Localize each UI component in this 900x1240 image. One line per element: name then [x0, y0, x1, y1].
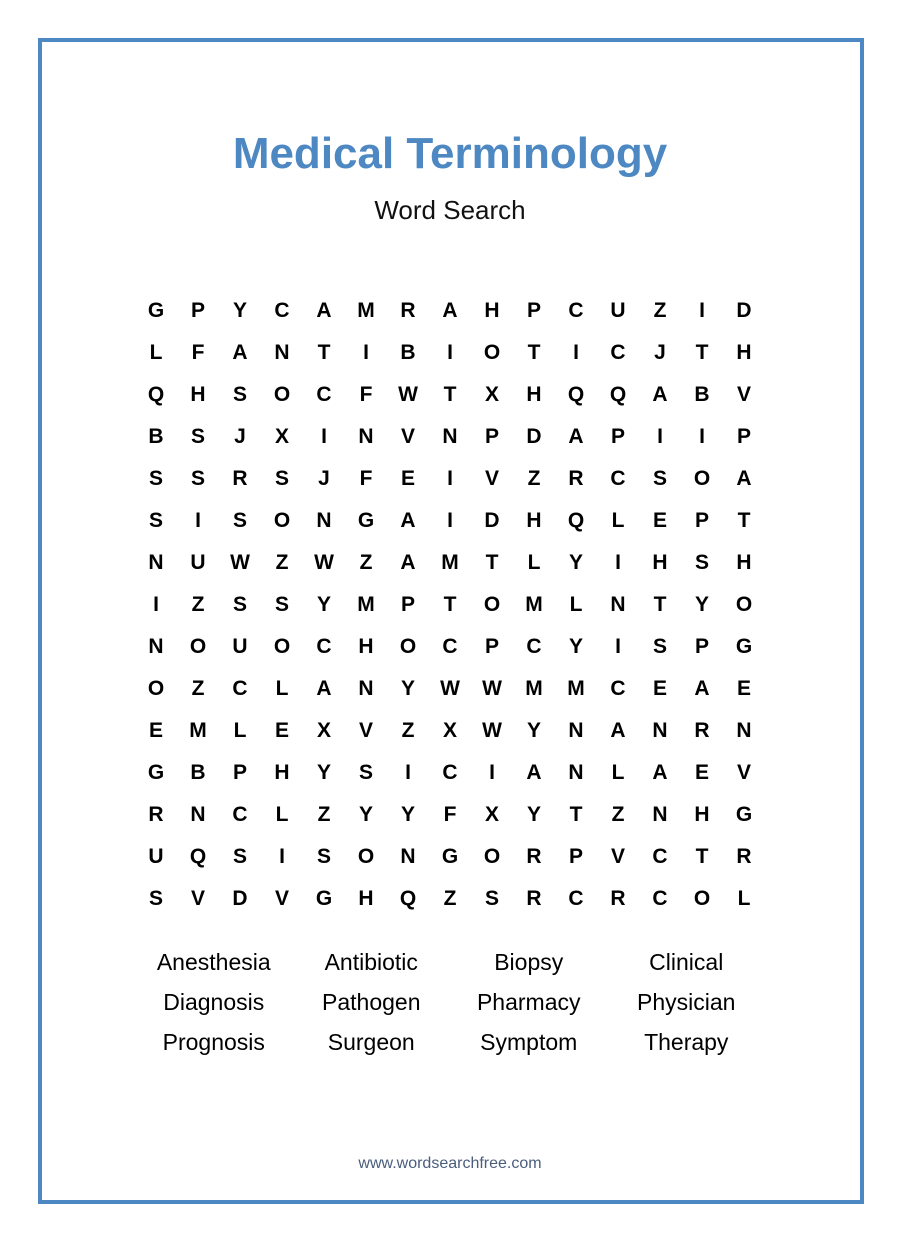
grid-letter: T	[443, 383, 457, 406]
grid-letter: Z	[611, 803, 625, 826]
word-list	[135, 942, 765, 1062]
grid-letter: A	[316, 299, 332, 322]
grid-letter: I	[195, 509, 201, 532]
grid-letter: S	[484, 887, 499, 910]
grid-letter: L	[233, 719, 247, 742]
grid-letter: H	[358, 887, 374, 910]
grid-letter: R	[400, 299, 416, 322]
grid-letter: I	[615, 635, 621, 658]
grid-letter: Z	[401, 719, 415, 742]
grid-letter: S	[652, 467, 667, 490]
grid-letter: J	[234, 425, 246, 448]
grid-letter: U	[148, 845, 164, 868]
grid-letter: T	[485, 551, 499, 574]
grid-letter: I	[405, 761, 411, 784]
grid-letter: Z	[653, 299, 667, 322]
grid-letter: O	[735, 593, 753, 616]
grid-letter: L	[611, 761, 625, 784]
grid-letter: I	[699, 425, 705, 448]
grid-letter: Q	[189, 845, 207, 868]
grid-letter: E	[274, 719, 289, 742]
grid-letter: P	[232, 761, 247, 784]
grid-letter: O	[189, 635, 207, 658]
grid-letter: H	[274, 761, 290, 784]
grid-letter: M	[567, 677, 585, 700]
grid-letter: H	[484, 299, 500, 322]
grid-letter: O	[273, 635, 291, 658]
grid-letter: T	[653, 593, 667, 616]
grid-letter: O	[357, 845, 375, 868]
grid-letter: D	[232, 887, 248, 910]
grid-letter: I	[363, 341, 369, 364]
grid-letter: S	[694, 551, 709, 574]
grid-letter: N	[148, 635, 164, 658]
page-subtitle: Word Search	[374, 195, 526, 225]
grid-letter: I	[657, 425, 663, 448]
grid-letter: V	[736, 761, 751, 784]
grid-letter: S	[274, 593, 289, 616]
grid-letter: A	[232, 341, 248, 364]
grid-letter: P	[610, 425, 625, 448]
word-list-item: Antibiotic	[324, 948, 418, 975]
grid-letter: N	[190, 803, 206, 826]
grid-letter: Y	[526, 803, 541, 826]
grid-letter: M	[189, 719, 207, 742]
grid-letter: O	[483, 845, 501, 868]
grid-letter: A	[400, 509, 416, 532]
word-list-item: Physician	[637, 988, 736, 1015]
grid-letter: Z	[191, 593, 205, 616]
grid-letter: M	[357, 593, 375, 616]
grid-letter: H	[358, 635, 374, 658]
grid-letter: E	[652, 677, 667, 700]
grid-letter: C	[610, 467, 626, 490]
grid-letter: P	[526, 299, 541, 322]
grid-letter: P	[694, 509, 709, 532]
grid-letter: W	[398, 383, 418, 406]
word-list-item: Prognosis	[162, 1028, 265, 1055]
grid-letter: T	[695, 341, 709, 364]
grid-letter: W	[440, 677, 460, 700]
grid-letter: S	[274, 467, 289, 490]
grid-letter: J	[318, 467, 330, 490]
grid-letter: Q	[567, 383, 585, 406]
grid-letter: E	[652, 509, 667, 532]
grid-letter: L	[611, 509, 625, 532]
grid-letter: O	[147, 677, 165, 700]
grid-letter: X	[484, 803, 499, 826]
letter-grid	[135, 290, 765, 920]
grid-letter: U	[610, 299, 626, 322]
grid-letter: T	[527, 341, 541, 364]
grid-letter: I	[573, 341, 579, 364]
grid-letter: M	[441, 551, 459, 574]
grid-letter: N	[274, 341, 290, 364]
grid-letter: A	[316, 677, 332, 700]
grid-letter: C	[316, 635, 332, 658]
grid-letter: I	[489, 761, 495, 784]
grid-letter: S	[232, 383, 247, 406]
word-list-item: Diagnosis	[163, 988, 265, 1015]
grid-letter: R	[526, 887, 542, 910]
grid-letter: I	[447, 467, 453, 490]
grid-letter: I	[447, 509, 453, 532]
grid-letter: U	[190, 551, 206, 574]
grid-letter: Y	[526, 719, 541, 742]
grid-letter: P	[484, 635, 499, 658]
grid-letter: B	[400, 341, 416, 364]
grid-letter: V	[736, 383, 751, 406]
grid-letter: C	[232, 677, 248, 700]
grid-letter: A	[526, 761, 542, 784]
grid-letter: Y	[316, 593, 331, 616]
grid-letter: D	[526, 425, 542, 448]
grid-letter: Z	[359, 551, 373, 574]
grid-letter: Z	[317, 803, 331, 826]
grid-letter: R	[568, 467, 584, 490]
grid-letter: Z	[443, 887, 457, 910]
grid-letter: V	[358, 719, 373, 742]
grid-letter: L	[275, 803, 289, 826]
grid-letter: R	[232, 467, 248, 490]
grid-letter: C	[568, 887, 584, 910]
grid-letter: Y	[316, 761, 331, 784]
grid-letter: I	[321, 425, 327, 448]
grid-letter: Q	[147, 383, 165, 406]
grid-letter: J	[654, 341, 666, 364]
grid-letter: N	[358, 677, 374, 700]
grid-letter: F	[191, 341, 205, 364]
grid-letter: R	[694, 719, 710, 742]
grid-letter: T	[569, 803, 583, 826]
grid-letter: O	[693, 467, 711, 490]
grid-letter: S	[190, 425, 205, 448]
grid-letter: X	[316, 719, 331, 742]
word-list-item: Symptom	[480, 1028, 578, 1055]
grid-letter: C	[316, 383, 332, 406]
grid-letter: E	[148, 719, 163, 742]
grid-letter: W	[482, 719, 502, 742]
grid-letter: N	[610, 593, 626, 616]
grid-letter: S	[232, 845, 247, 868]
grid-letter: C	[526, 635, 542, 658]
grid-letter: P	[694, 635, 709, 658]
grid-letter: X	[274, 425, 289, 448]
grid-letter: N	[358, 425, 374, 448]
grid-letter: I	[699, 299, 705, 322]
grid-letter: G	[147, 761, 165, 784]
grid-letter: E	[694, 761, 709, 784]
grid-letter: E	[400, 467, 415, 490]
grid-letter: V	[190, 887, 205, 910]
grid-letter: L	[527, 551, 541, 574]
grid-letter: S	[232, 593, 247, 616]
grid-letter: A	[736, 467, 752, 490]
grid-letter: T	[695, 845, 709, 868]
grid-letter: A	[652, 761, 668, 784]
grid-letter: G	[735, 803, 753, 826]
word-list-item: Anesthesia	[156, 948, 271, 975]
grid-letter: C	[274, 299, 290, 322]
grid-letter: N	[568, 719, 584, 742]
grid-letter: A	[568, 425, 584, 448]
grid-letter: H	[736, 341, 752, 364]
grid-letter: P	[190, 299, 205, 322]
grid-letter: S	[148, 509, 163, 532]
grid-letter: W	[314, 551, 334, 574]
grid-letter: T	[443, 593, 457, 616]
grid-letter: H	[652, 551, 668, 574]
grid-letter: O	[693, 887, 711, 910]
grid-letter: R	[736, 845, 752, 868]
word-list-item: Pathogen	[322, 988, 421, 1015]
grid-letter: A	[610, 719, 626, 742]
grid-letter: N	[652, 719, 668, 742]
grid-letter: O	[399, 635, 417, 658]
grid-letter: F	[359, 383, 373, 406]
grid-letter: S	[148, 887, 163, 910]
grid-letter: H	[526, 509, 542, 532]
grid-letter: Y	[694, 593, 709, 616]
grid-letter: V	[274, 887, 289, 910]
footer-url: www.wordsearchfree.com	[358, 1155, 542, 1172]
grid-letter: N	[568, 761, 584, 784]
grid-letter: Z	[191, 677, 205, 700]
grid-letter: S	[652, 635, 667, 658]
grid-letter: R	[526, 845, 542, 868]
grid-letter: I	[447, 341, 453, 364]
grid-letter: C	[610, 677, 626, 700]
grid-letter: C	[610, 341, 626, 364]
grid-letter: Q	[399, 887, 417, 910]
grid-letter: N	[442, 425, 458, 448]
grid-letter: B	[190, 761, 206, 784]
grid-letter: R	[148, 803, 164, 826]
grid-letter: N	[316, 509, 332, 532]
grid-letter: T	[737, 509, 751, 532]
grid-letter: I	[153, 593, 159, 616]
grid-letter: Y	[568, 635, 583, 658]
grid-letter: O	[483, 593, 501, 616]
page-title: Medical Terminology	[232, 129, 668, 178]
grid-letter: O	[273, 383, 291, 406]
grid-letter: G	[147, 299, 165, 322]
grid-letter: Y	[400, 677, 415, 700]
grid-letter: Y	[358, 803, 373, 826]
grid-letter: Z	[527, 467, 541, 490]
grid-letter: D	[484, 509, 500, 532]
grid-letter: Q	[567, 509, 585, 532]
grid-letter: B	[694, 383, 710, 406]
word-list-item: Biopsy	[494, 948, 564, 975]
grid-letter: C	[568, 299, 584, 322]
grid-letter: T	[317, 341, 331, 364]
grid-letter: S	[232, 509, 247, 532]
grid-letter: S	[148, 467, 163, 490]
grid-letter: V	[610, 845, 625, 868]
grid-letter: G	[441, 845, 459, 868]
grid-letter: P	[400, 593, 415, 616]
grid-letter: L	[275, 677, 289, 700]
grid-letter: V	[400, 425, 415, 448]
grid-letter: C	[442, 761, 458, 784]
grid-letter: X	[442, 719, 457, 742]
grid-letter: M	[525, 593, 543, 616]
grid-letter: L	[737, 887, 751, 910]
grid-letter: I	[279, 845, 285, 868]
grid-letter: C	[652, 887, 668, 910]
grid-letter: P	[484, 425, 499, 448]
grid-letter: Z	[275, 551, 289, 574]
grid-letter: O	[483, 341, 501, 364]
grid-letter: G	[735, 635, 753, 658]
grid-letter: H	[694, 803, 710, 826]
grid-letter: N	[400, 845, 416, 868]
grid-letter: W	[230, 551, 250, 574]
grid-letter: N	[148, 551, 164, 574]
grid-letter: G	[315, 887, 333, 910]
grid-letter: C	[232, 803, 248, 826]
grid-letter: W	[482, 677, 502, 700]
grid-letter: R	[610, 887, 626, 910]
grid-letter: H	[736, 551, 752, 574]
grid-letter: L	[149, 341, 163, 364]
grid-letter: S	[190, 467, 205, 490]
grid-letter: Y	[568, 551, 583, 574]
grid-letter: H	[190, 383, 206, 406]
grid-letter: F	[359, 467, 373, 490]
word-list-item: Therapy	[644, 1028, 729, 1055]
grid-letter: S	[358, 761, 373, 784]
grid-letter: Y	[232, 299, 247, 322]
grid-letter: M	[525, 677, 543, 700]
grid-letter: O	[273, 509, 291, 532]
grid-letter: I	[615, 551, 621, 574]
grid-letter: U	[232, 635, 248, 658]
grid-letter: Y	[400, 803, 415, 826]
grid-letter: L	[569, 593, 583, 616]
grid-letter: F	[443, 803, 457, 826]
grid-letter: A	[400, 551, 416, 574]
grid-letter: A	[652, 383, 668, 406]
grid-letter: G	[357, 509, 375, 532]
grid-letter: B	[148, 425, 164, 448]
grid-letter: C	[652, 845, 668, 868]
grid-letter: V	[484, 467, 499, 490]
grid-letter: A	[442, 299, 458, 322]
grid-letter: M	[357, 299, 375, 322]
grid-letter: E	[736, 677, 751, 700]
grid-letter: S	[316, 845, 331, 868]
grid-letter: H	[526, 383, 542, 406]
grid-letter: N	[652, 803, 668, 826]
grid-letter: A	[694, 677, 710, 700]
grid-letter: P	[736, 425, 751, 448]
grid-letter: N	[736, 719, 752, 742]
word-list-item: Pharmacy	[476, 988, 581, 1015]
grid-letter: C	[442, 635, 458, 658]
grid-letter: D	[736, 299, 752, 322]
word-list-item: Clinical	[649, 948, 724, 975]
grid-letter: Q	[609, 383, 627, 406]
grid-letter: X	[484, 383, 499, 406]
word-list-item: Surgeon	[327, 1028, 415, 1055]
grid-letter: P	[568, 845, 583, 868]
